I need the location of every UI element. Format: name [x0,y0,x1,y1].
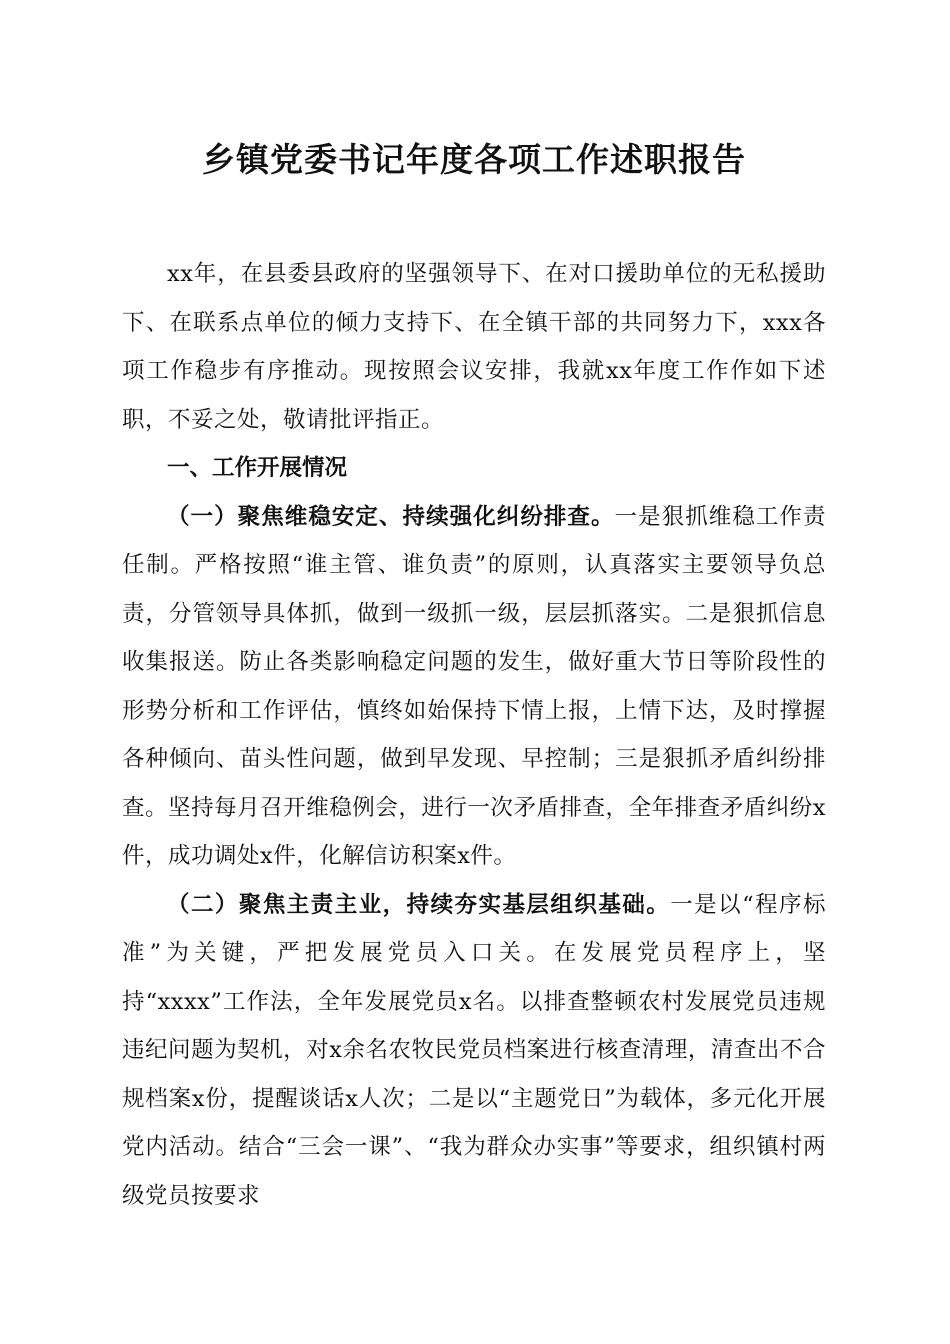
paragraph-lead-stability: （一）聚焦维稳安定、持续强化纠纷排查。 [167,503,615,530]
paragraph-body-party-building: 一是以“程序标准”为关键，严把发展党员入口关。在发展党员程序上，坚持“xxxx”工作法，全年发展党员x名。以排查整顿农村发展党员违规违纪问题为契机，对x余名农牧民党员档案进行核查清理，清查出不合规档案x份，提醒谈话x人次；二是以“主题党日”为载体，多元化开展党内活动。结合“三会一课”、“我为群众办实事”等要求，组织镇村两级党员按要求 [122,891,826,1209]
paragraph-stability [122,493,826,881]
document-title: 乡镇党委书记年度各项工作述职报告 [202,140,746,179]
section-heading-work-overview: 一、工作开展情况 [167,455,348,481]
intro-paragraph: xx年，在县委县政府的坚强领导下、在对口援助单位的无私援助下、在联系点单位的倾力支持下、在全镇干部的共同努力下，xxx各项工作稳步有序推动。现按照会议安排，我就xx年度工作作如下述职，不妥之处，敬请批评指正。 [122,261,826,433]
paragraph-lead-party-building: （二）聚焦主责主业，持续夯实基层组织基础。 [167,891,671,918]
paragraph-party-building [122,881,826,1221]
paragraph-body-stability: 一是狠抓维稳工作责任制。严格按照“谁主管、谁负责”的原则，认真落实主要领导负总责，分管领导具体抓，做到一级抓一级，层层抓落实。二是狠抓信息收集报送。防止各类影响稳定问题的发生，做好重大节日等阶段性的形势分析和工作评估，慎终如始保持下情上报，上情下达，及时撑握各种倾向、苗头性问题，做到早发现、早控制；三是狠抓矛盾纠纷排查。坚持每月召开维稳例会，进行一次矛盾排查，全年排查矛盾纠纷x件，成功调处x件，化解信访积案x件。 [122,503,826,869]
